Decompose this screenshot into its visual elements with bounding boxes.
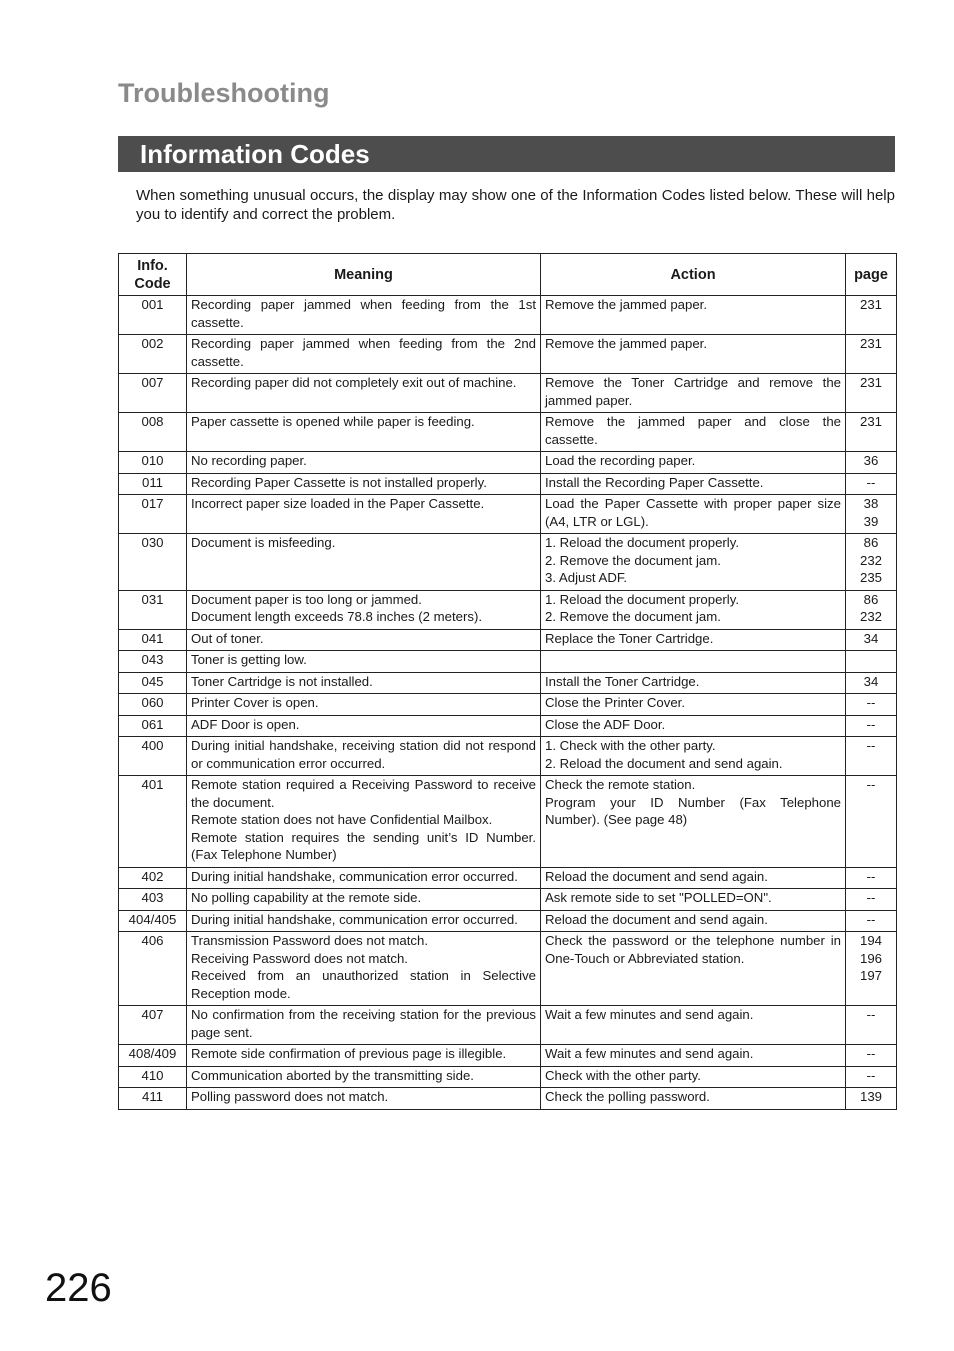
action-line: Replace the Toner Cartridge. <box>545 630 714 646</box>
action-line: Reload the document and send again. <box>545 868 768 884</box>
header-action: Action <box>541 254 846 296</box>
meaning-cell <box>187 495 541 534</box>
page-ref-line: 36 <box>863 453 879 468</box>
meaning-line: No recording paper. <box>191 453 307 468</box>
meaning-line: Received from an unauthorized station in Selective Reception mode. <box>191 968 536 1001</box>
page-ref-line: 34 <box>863 630 879 646</box>
meaning-cell <box>187 737 541 776</box>
meaning-cell <box>187 1006 541 1045</box>
table-row <box>119 932 897 1006</box>
meaning-cell <box>187 629 541 651</box>
info-code-cell: 007 <box>119 374 187 413</box>
action-line: Close the Printer Cover. <box>545 695 685 710</box>
page-cell <box>846 374 897 413</box>
meaning-line: Polling password does not match. <box>191 1089 389 1104</box>
action-line: 2. Reload the document and send again. <box>545 755 783 771</box>
action-cell <box>541 889 846 911</box>
page-ref-line: 232 <box>859 552 882 568</box>
action-cell <box>541 1088 846 1110</box>
page-cell <box>846 776 897 868</box>
action-line: Ask remote side to set "POLLED=ON". <box>545 890 772 905</box>
meaning-cell <box>187 1088 541 1110</box>
action-line: 1. Check with the other party. <box>545 738 716 753</box>
page-cell <box>846 715 897 737</box>
page-ref-line: 197 <box>859 968 882 983</box>
table-row <box>119 1006 897 1045</box>
header-page: page <box>846 254 897 296</box>
action-line: Remove the Toner Cartridge and remove the jammed paper. <box>545 375 841 408</box>
action-cell <box>541 776 846 868</box>
meaning-line: Toner Cartridge is not installed. <box>191 673 373 689</box>
meaning-cell <box>187 1066 541 1088</box>
header-info-code: Info. Code <box>119 254 187 296</box>
action-line: Load the Paper Cassette with proper paper size (A4, LTR or LGL). <box>545 496 841 529</box>
meaning-line: Recording Paper Cassette is not installed properly. <box>191 474 487 490</box>
action-cell <box>541 296 846 335</box>
action-cell <box>541 1066 846 1088</box>
page-ref-line: -- <box>866 695 876 710</box>
page-cell <box>846 1045 897 1067</box>
page-title: Information Codes <box>118 136 895 172</box>
action-cell <box>541 473 846 495</box>
meaning-cell <box>187 651 541 673</box>
action-cell <box>541 672 846 694</box>
page-cell <box>846 737 897 776</box>
page-cell <box>846 889 897 911</box>
table-body <box>119 296 897 1110</box>
meaning-cell <box>187 694 541 716</box>
info-code-cell: 017 <box>119 495 187 534</box>
meaning-cell <box>187 413 541 452</box>
action-cell <box>541 413 846 452</box>
action-cell <box>541 694 846 716</box>
action-line: Remove the jammed paper and close the cassette. <box>545 414 841 447</box>
page-ref-line: 194 <box>859 933 882 948</box>
action-cell <box>541 629 846 651</box>
info-code-cell: 404/405 <box>119 910 187 932</box>
page-ref-line: -- <box>866 911 876 927</box>
meaning-cell <box>187 776 541 868</box>
page-cell <box>846 534 897 591</box>
action-cell <box>541 1045 846 1067</box>
table-row <box>119 452 897 474</box>
table-row <box>119 1088 897 1110</box>
table-row <box>119 776 897 868</box>
table-row <box>119 737 897 776</box>
info-code-cell: 008 <box>119 413 187 452</box>
info-code-cell: 045 <box>119 672 187 694</box>
action-line: Check the polling password. <box>545 1089 710 1104</box>
page-ref-line: 232 <box>859 609 882 624</box>
meaning-cell <box>187 889 541 911</box>
page-ref-line: -- <box>866 1007 876 1022</box>
info-code-cell: 403 <box>119 889 187 911</box>
info-code-cell: 408/409 <box>119 1045 187 1067</box>
page-cell <box>846 694 897 716</box>
page-cell <box>846 452 897 474</box>
action-line: Wait a few minutes and send again. <box>545 1007 754 1022</box>
info-code-cell: 030 <box>119 534 187 591</box>
meaning-line: Toner is getting low. <box>191 652 307 667</box>
page-ref-line: 196 <box>859 950 882 966</box>
action-cell <box>541 590 846 629</box>
table-row <box>119 694 897 716</box>
meaning-line: Remote station does not have Confidential Mailbox. <box>191 812 493 827</box>
meaning-line: Communication aborted by the transmitting side. <box>191 1067 474 1083</box>
action-cell <box>541 737 846 776</box>
action-cell <box>541 335 846 374</box>
action-line: 2. Remove the document jam. <box>545 609 721 624</box>
page-ref-line: 34 <box>863 673 879 689</box>
action-cell <box>541 651 846 673</box>
page-ref-line: -- <box>866 1067 876 1083</box>
meaning-line: During initial handshake, communication error occurred. <box>191 868 518 884</box>
action-cell <box>541 374 846 413</box>
table-header-row <box>119 254 897 296</box>
action-line: Install the Toner Cartridge. <box>545 673 700 689</box>
page-ref-line: 235 <box>859 570 882 585</box>
info-code-cell: 407 <box>119 1006 187 1045</box>
action-line: Load the recording paper. <box>545 453 696 468</box>
action-cell <box>541 910 846 932</box>
page-cell <box>846 672 897 694</box>
meaning-cell <box>187 1045 541 1067</box>
page-cell <box>846 413 897 452</box>
page-cell <box>846 335 897 374</box>
info-code-cell: 002 <box>119 335 187 374</box>
table-row <box>119 374 897 413</box>
meaning-line: Document is misfeeding. <box>191 535 336 550</box>
header-meaning: Meaning <box>187 254 541 296</box>
page-ref-line: -- <box>866 474 876 490</box>
action-line: Remove the jammed paper. <box>545 297 707 312</box>
intro-paragraph: When something unusual occurs, the display may show one of the Information Codes listed below. These will help you to identify and correct the problem. <box>136 187 895 223</box>
meaning-cell <box>187 473 541 495</box>
table-row <box>119 715 897 737</box>
action-line: Reload the document and send again. <box>545 911 768 927</box>
action-cell <box>541 452 846 474</box>
section-heading: Troubleshooting <box>118 78 330 108</box>
action-line: Program your ID Number (Fax Telephone Number). (See page 48) <box>545 794 841 827</box>
info-code-cell: 041 <box>119 629 187 651</box>
meaning-line: Printer Cover is open. <box>191 695 319 710</box>
meaning-line: Incorrect paper size loaded in the Paper Cassette. <box>191 496 485 511</box>
meaning-line: Remote station required a Receiving Password to receive the document. <box>191 777 536 810</box>
meaning-line: Receiving Password does not match. <box>191 950 408 966</box>
page-ref-line: -- <box>866 716 876 732</box>
page-cell <box>846 473 897 495</box>
page-ref-line: -- <box>866 868 876 884</box>
meaning-cell <box>187 910 541 932</box>
action-line: Wait a few minutes and send again. <box>545 1046 754 1061</box>
meaning-line: Transmission Password does not match. <box>191 933 428 948</box>
page-cell <box>846 495 897 534</box>
action-cell <box>541 867 846 889</box>
action-line: Remove the jammed paper. <box>545 336 707 351</box>
page-ref-line: -- <box>866 777 876 792</box>
page-ref-line: 231 <box>859 336 882 351</box>
info-code-cell: 043 <box>119 651 187 673</box>
meaning-line: Remote side confirmation of previous page is illegible. <box>191 1046 507 1061</box>
meaning-line: Recording paper did not completely exit out of machine. <box>191 375 517 390</box>
information-codes-table <box>118 253 897 1110</box>
info-code-cell: 410 <box>119 1066 187 1088</box>
meaning-line: ADF Door is open. <box>191 716 300 732</box>
page-ref-line: 139 <box>859 1089 882 1104</box>
page-cell <box>846 867 897 889</box>
page-ref-line: 38 <box>863 496 879 511</box>
page-cell <box>846 1066 897 1088</box>
table-row <box>119 867 897 889</box>
page-ref-line: 39 <box>863 513 879 529</box>
table-row <box>119 495 897 534</box>
meaning-cell <box>187 932 541 1006</box>
meaning-cell <box>187 715 541 737</box>
action-cell <box>541 495 846 534</box>
table-row <box>119 534 897 591</box>
table-row <box>119 629 897 651</box>
page-ref-line: 231 <box>859 375 882 390</box>
meaning-line: No confirmation from the receiving station for the previous page sent. <box>191 1007 536 1040</box>
meaning-cell <box>187 867 541 889</box>
action-cell <box>541 932 846 1006</box>
table-row <box>119 413 897 452</box>
action-line: 1. Reload the document properly. <box>545 535 740 550</box>
meaning-line: No polling capability at the remote side. <box>191 890 422 905</box>
meaning-line: During initial handshake, receiving station did not respond or communication error occurred. <box>191 738 536 771</box>
table-row <box>119 335 897 374</box>
action-line: Install the Recording Paper Cassette. <box>545 474 764 490</box>
table-row <box>119 672 897 694</box>
meaning-cell <box>187 452 541 474</box>
info-code-cell: 402 <box>119 867 187 889</box>
table-row <box>119 889 897 911</box>
table-row <box>119 651 897 673</box>
action-line: Check the remote station. <box>545 777 696 792</box>
page-cell <box>846 651 897 673</box>
info-code-cell: 060 <box>119 694 187 716</box>
info-code-cell: 400 <box>119 737 187 776</box>
page-ref-line: 231 <box>859 414 882 429</box>
meaning-line: During initial handshake, communication error occurred. <box>191 911 518 927</box>
page-cell <box>846 629 897 651</box>
action-line: Close the ADF Door. <box>545 716 666 732</box>
info-code-cell: 010 <box>119 452 187 474</box>
info-code-cell: 011 <box>119 473 187 495</box>
page-cell <box>846 590 897 629</box>
page-ref-line: -- <box>866 1046 876 1061</box>
meaning-cell <box>187 335 541 374</box>
info-code-cell: 401 <box>119 776 187 868</box>
action-line: 1. Reload the document properly. <box>545 591 740 607</box>
table-row <box>119 473 897 495</box>
page-cell <box>846 932 897 1006</box>
info-code-cell: 061 <box>119 715 187 737</box>
meaning-line: Document length exceeds 78.8 inches (2 meters). <box>191 609 483 624</box>
table-row <box>119 1045 897 1067</box>
page-ref-line: -- <box>866 738 876 753</box>
meaning-line: Paper cassette is opened while paper is feeding. <box>191 414 475 429</box>
meaning-cell <box>187 672 541 694</box>
page-cell <box>846 910 897 932</box>
meaning-line: Out of toner. <box>191 630 264 646</box>
meaning-line: Document paper is too long or jammed. <box>191 591 422 607</box>
meaning-line: Recording paper jammed when feeding from the 2nd cassette. <box>191 336 536 369</box>
meaning-line: Recording paper jammed when feeding from the 1st cassette. <box>191 297 536 330</box>
page-number: 226 <box>45 1266 112 1310</box>
info-code-cell: 001 <box>119 296 187 335</box>
action-cell <box>541 534 846 591</box>
action-cell <box>541 1006 846 1045</box>
action-cell <box>541 715 846 737</box>
page-cell <box>846 1088 897 1110</box>
action-line: Check with the other party. <box>545 1067 701 1083</box>
page-cell <box>846 1006 897 1045</box>
action-line: 3. Adjust ADF. <box>545 570 628 585</box>
table-row <box>119 590 897 629</box>
meaning-cell <box>187 534 541 591</box>
table-row <box>119 910 897 932</box>
page-ref-line: 86 <box>863 535 879 550</box>
page-cell <box>846 296 897 335</box>
meaning-cell <box>187 590 541 629</box>
action-line: Check the password or the telephone number in One-Touch or Abbreviated station. <box>545 933 841 966</box>
table-row <box>119 1066 897 1088</box>
meaning-line: Remote station requires the sending unit’s ID Number. (Fax Telephone Number) <box>191 829 536 862</box>
info-code-cell: 031 <box>119 590 187 629</box>
page-ref-line: 231 <box>859 297 882 312</box>
meaning-cell <box>187 374 541 413</box>
info-code-cell: 406 <box>119 932 187 1006</box>
action-line: 2. Remove the document jam. <box>545 552 721 568</box>
meaning-cell <box>187 296 541 335</box>
page-ref-line: -- <box>866 890 876 905</box>
page-ref-line: 86 <box>863 591 879 607</box>
table-row <box>119 296 897 335</box>
info-code-cell: 411 <box>119 1088 187 1110</box>
